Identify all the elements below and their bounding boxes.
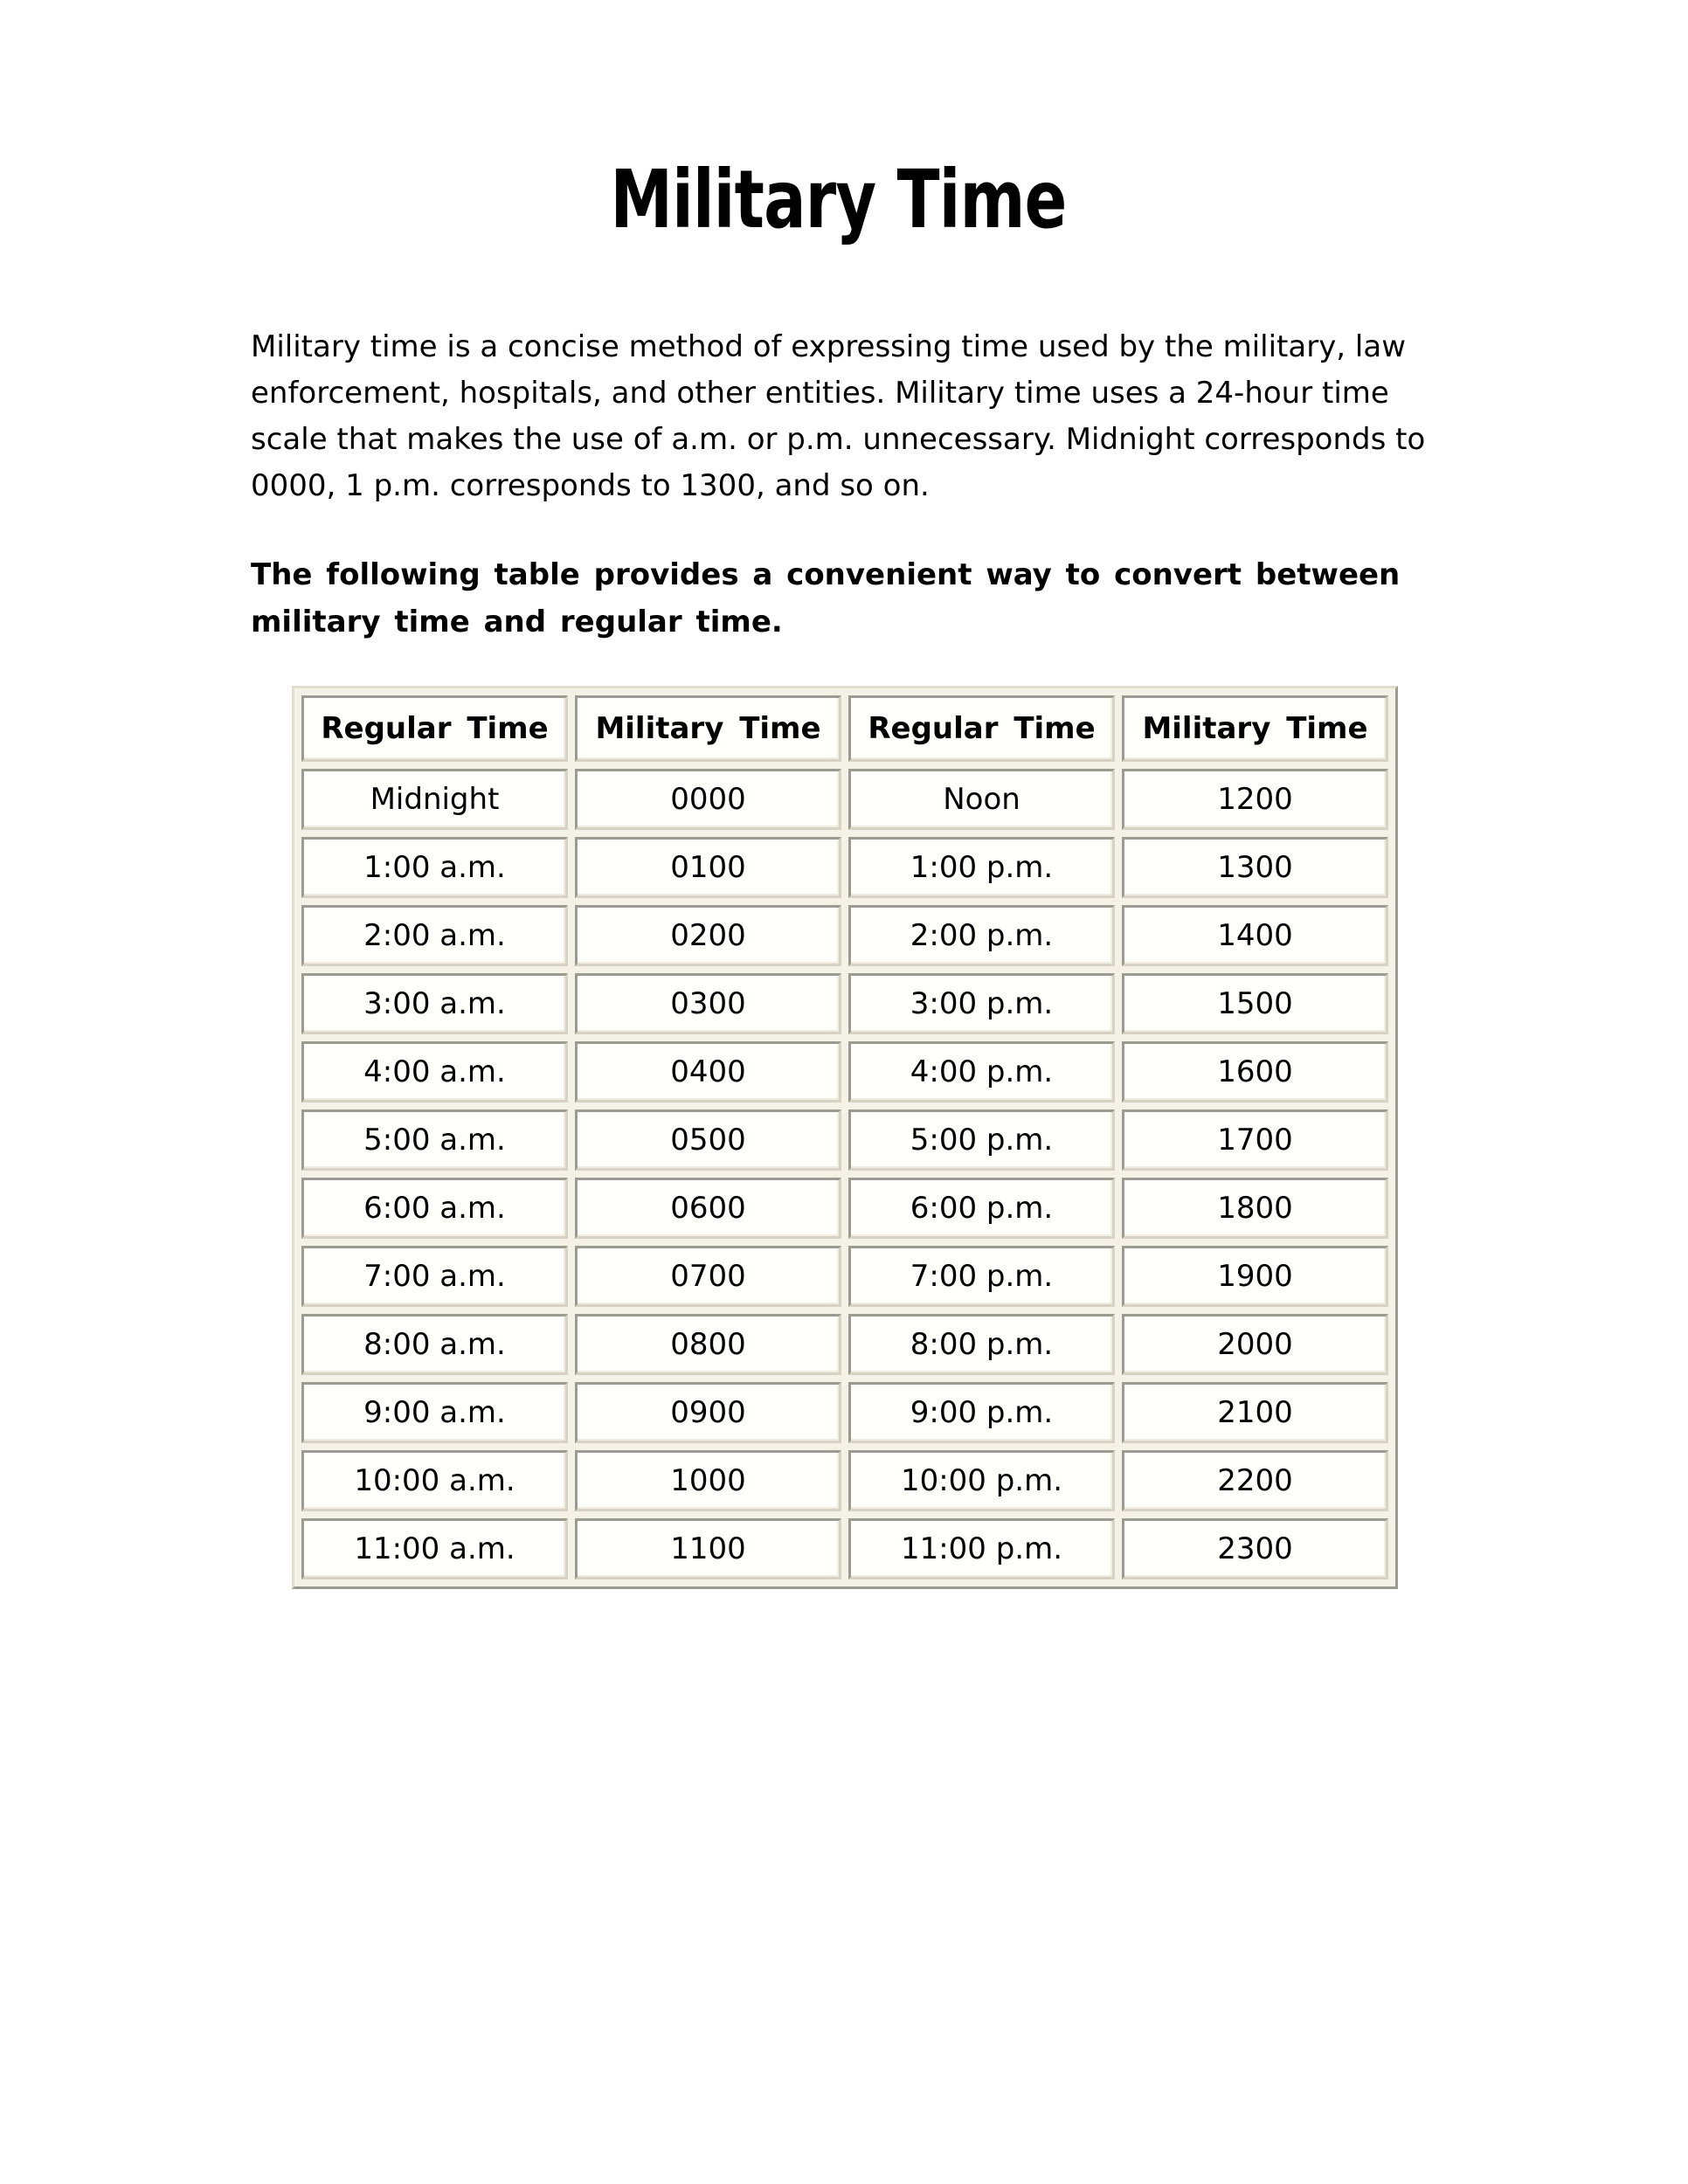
table-cell: 8:00 a.m. xyxy=(301,1314,568,1375)
table-cell: 1600 xyxy=(1122,1041,1388,1102)
table-cell: 2200 xyxy=(1122,1450,1388,1511)
table-cell: 1400 xyxy=(1122,905,1388,966)
table-cell: 0400 xyxy=(575,1041,841,1102)
table-header-cell: Military Time xyxy=(575,695,841,762)
table-cell: 7:00 p.m. xyxy=(848,1246,1115,1307)
table-cell: 7:00 a.m. xyxy=(301,1246,568,1307)
table-row xyxy=(301,1109,1388,1171)
table-cell: 0800 xyxy=(575,1314,841,1375)
table-cell: 1:00 p.m. xyxy=(848,837,1115,898)
intro-paragraph: Military time is a concise method of expressing time used by the military, law enforcement, hospitals, and other entities. Military time uses a 24-hour time scale that makes the use of a.m. or p.m. unnecessary. Midnight corresponds to 0000, 1 p.m. corresponds to 1300, and so on. xyxy=(251,329,1426,504)
table-cell: 4:00 a.m. xyxy=(301,1041,568,1102)
table-cell: 5:00 a.m. xyxy=(301,1109,568,1171)
table-cell: 1800 xyxy=(1122,1178,1388,1239)
table-cell: Noon xyxy=(848,769,1115,830)
table-row xyxy=(301,1041,1388,1102)
table-cell: 3:00 p.m. xyxy=(848,973,1115,1034)
table-cell: 1500 xyxy=(1122,973,1388,1034)
table-cell: 10:00 p.m. xyxy=(848,1450,1115,1511)
table-cell: 8:00 p.m. xyxy=(848,1314,1115,1375)
table-row xyxy=(301,1314,1388,1375)
table-cell: 2100 xyxy=(1122,1382,1388,1443)
table-header-cell: Regular Time xyxy=(301,695,568,762)
table-cell: 0100 xyxy=(575,837,841,898)
table-cell: 2:00 a.m. xyxy=(301,905,568,966)
table-cell: 0500 xyxy=(575,1109,841,1171)
table-cell: 3:00 a.m. xyxy=(301,973,568,1034)
table-cell: 1200 xyxy=(1122,769,1388,830)
table-cell: 0300 xyxy=(575,973,841,1034)
table-cell: 1900 xyxy=(1122,1246,1388,1307)
table-cell: 4:00 p.m. xyxy=(848,1041,1115,1102)
table-cell: 9:00 a.m. xyxy=(301,1382,568,1443)
table-cell: 1700 xyxy=(1122,1109,1388,1171)
table-cell: 1100 xyxy=(575,1518,841,1579)
table-cell: 6:00 p.m. xyxy=(848,1178,1115,1239)
table-row xyxy=(301,973,1388,1034)
table-cell: 1000 xyxy=(575,1450,841,1511)
table-cell: Midnight xyxy=(301,769,568,830)
page-title: Military Time xyxy=(610,153,1067,246)
table-cell: 0600 xyxy=(575,1178,841,1239)
table-cell: 1300 xyxy=(1122,837,1388,898)
table-row xyxy=(301,1178,1388,1239)
table-cell: 0700 xyxy=(575,1246,841,1307)
table-intro-paragraph: The following table provides a convenient way to convert between military time and regular time. xyxy=(251,557,1401,640)
table-row xyxy=(301,837,1388,898)
table-cell: 9:00 p.m. xyxy=(848,1382,1115,1443)
table-row xyxy=(301,1450,1388,1511)
table-cell: 5:00 p.m. xyxy=(848,1109,1115,1171)
conversion-table xyxy=(292,686,1398,1589)
table-row xyxy=(301,1246,1388,1307)
conversion-table-body xyxy=(301,769,1388,1579)
table-cell: 0900 xyxy=(575,1382,841,1443)
table-header-cell: Military Time xyxy=(1122,695,1388,762)
table-cell: 0200 xyxy=(575,905,841,966)
table-cell: 0000 xyxy=(575,769,841,830)
table-cell: 2:00 p.m. xyxy=(848,905,1115,966)
table-cell: 10:00 a.m. xyxy=(301,1450,568,1511)
table-row xyxy=(301,769,1388,830)
table-cell: 1:00 a.m. xyxy=(301,837,568,898)
conversion-table-head xyxy=(301,695,1388,762)
table-cell: 11:00 a.m. xyxy=(301,1518,568,1579)
table-cell: 2000 xyxy=(1122,1314,1388,1375)
table-row xyxy=(301,1518,1388,1579)
table-header-cell: Regular Time xyxy=(848,695,1115,762)
table-row xyxy=(301,1382,1388,1443)
table-cell: 6:00 a.m. xyxy=(301,1178,568,1239)
table-cell: 11:00 p.m. xyxy=(848,1518,1115,1579)
table-cell: 2300 xyxy=(1122,1518,1388,1579)
table-header-row xyxy=(301,695,1388,762)
table-row xyxy=(301,905,1388,966)
